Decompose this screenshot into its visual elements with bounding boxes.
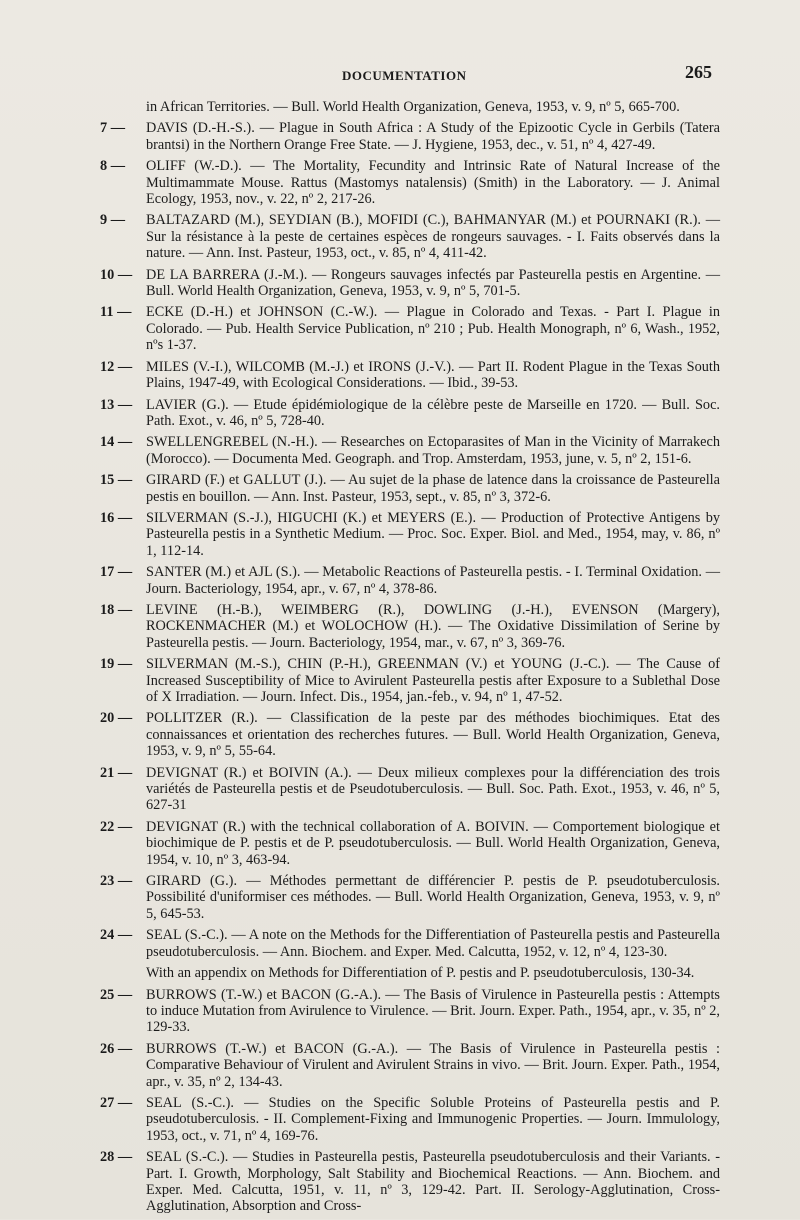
reference-text: BALTAZARD (M.), SEYDIAN (B.), MOFIDI (C.), BAHMANYAR (M.) et POURNAKI (R.). — Sur la résistance à la peste de certaines espèces de rongeurs sauvages. - I. Faits observés dans la nature. — Ann. Inst. Pasteur, 1953, oct., v. 85, nº 4, 411-42.: [146, 212, 720, 262]
reference-text: With an appendix on Methods for Differentiation of P. pestis and P. pseudotuberculosis, 130-34.: [146, 965, 695, 982]
reference-entry: [100, 656, 720, 705]
reference-number: 23 —: [100, 873, 133, 890]
reference-number: 16 —: [100, 509, 133, 526]
reference-number: 20 —: [100, 710, 133, 727]
reference-entry: [100, 965, 720, 981]
reference-entry: [100, 710, 720, 759]
reference-text: MILES (V.-I.), WILCOMB (M.-J.) et IRONS (J.-V.). — Part II. Rodent Plague in the Texas South Plains, 1947-49, with Ecological Considerations. — Ibid., 39-53.: [146, 358, 720, 392]
reference-number: 9 —: [100, 212, 126, 229]
reference-number: 13 —: [100, 396, 133, 413]
reference-text: OLIFF (W.-D.). — The Mortality, Fecundity and Intrinsic Rate of Natural Increase of the Multimammate Mouse. Rattus (Mastomys natalensis) (Smith) in the Laboratory. — J. Animal Ecology, 1953, nov., v. 22, nº 2, 217-26.: [146, 158, 720, 208]
reference-entry: [100, 212, 720, 261]
continued-reference: in African Territories. — Bull. World Health Organization, Geneva, 1953, v. 9, nº 5, 665-700.: [146, 99, 680, 115]
reference-number: 11 —: [100, 304, 132, 321]
reference-text: ECKE (D.-H.) et JOHNSON (C.-W.). — Plague in Colorado and Texas. - Part I. Plague in Colorado. — Pub. Health Service Publication, nº 210 ; Pub. Health Monograph, nº 6, Wash., 1952, nºs 1-37.: [146, 304, 720, 354]
reference-entry: [100, 397, 720, 430]
reference-entry: [100, 819, 720, 868]
reference-number: 19 —: [100, 656, 133, 673]
reference-number: 10 —: [100, 266, 133, 283]
reference-text: SEAL (S.-C.). — Studies on the Specific Soluble Proteins of Pasteurella pestis and P. pseudotuberculosis. - II. Complement-Fixing and Immunogenic Properties. — Journ. Immulology, 1953, oct., v. 71, nº 4, 169-76.: [146, 1094, 720, 1144]
reference-text: DEVIGNAT (R.) with the technical collaboration of A. BOIVIN. — Comportement biologique et biochimique de P. pestis et de P. pseudotuberculosis. — Bull. World Health Organization, Geneva, 1954, v. 10, nº 3, 463-94.: [146, 818, 720, 868]
reference-text: DE LA BARRERA (J.-M.). — Rongeurs sauvages infectés par Pasteurella pestis en Argentine. — Bull. World Health Organization, Geneva, 1953, v. 9, nº 5, 701-5.: [146, 266, 720, 300]
reference-number: 8 —: [100, 158, 126, 175]
reference-number: 15 —: [100, 472, 133, 489]
reference-entry: [100, 359, 720, 392]
reference-entry: [100, 602, 720, 651]
reference-number: 14 —: [100, 434, 133, 451]
reference-number: 7 —: [100, 120, 126, 137]
reference-text: LAVIER (G.). — Etude épidémiologique de la célèbre peste de Marseille en 1720. — Bull. Soc. Path. Exot., v. 46, nº 5, 728-40.: [146, 396, 720, 429]
reference-text: SILVERMAN (M.-S.), CHIN (P.-H.), GREENMAN (V.) et YOUNG (J.-C.). — The Cause of Increased Susceptibility of Mice to Avirulent Pasteurella pestis after Exposure to a Sublethal Dose of X Irradiation. — Journ. Infect. Dis., 1954, jan.-feb., v. 94, nº 1, 47-52.: [146, 656, 720, 705]
reference-entry: [100, 304, 720, 353]
reference-entry: [100, 765, 720, 814]
reference-entry: [100, 510, 720, 559]
reference-number: 25 —: [100, 986, 133, 1003]
reference-text: SANTER (M.) et AJL (S.). — Metabolic Reactions of Pasteurella pestis. - I. Terminal Oxidation. — Journ. Bacteriology, 1954, apr., v. 67, nº 4, 378-86.: [146, 564, 720, 597]
reference-number: 28 —: [100, 1149, 133, 1166]
running-head: DOCUMENTATION: [342, 68, 467, 83]
reference-entry: [100, 434, 720, 467]
reference-entry: [100, 987, 720, 1036]
reference-text: POLLITZER (R.). — Classification de la peste par des méthodes biochimiques. Etat des connaissances et orientation des recherches futures. — Bull. World Health Organization, Geneva, 1953, v. 9, nº 5, 55-64.: [146, 710, 720, 760]
reference-number: 22 —: [100, 818, 133, 835]
page-number: 265: [685, 62, 712, 82]
reference-entry: [100, 1095, 720, 1144]
reference-entry: [100, 472, 720, 505]
reference-text: BURROWS (T.-W.) et BACON (G.-A.). — The Basis of Virulence in Pasteurella pestis : Comparative Behaviour of Virulent and Avirulent Strains in vivo. — Brit. Journ. Exper. Path., 1954, apr., v. 35, nº 2, 134-43.: [146, 1040, 720, 1090]
reference-entry: [100, 267, 720, 300]
reference-entry: [100, 1149, 720, 1215]
reference-text: GIRARD (F.) et GALLUT (J.). — Au sujet de la phase de latence dans la croissance de Pasteurella pestis en bouillon. — Ann. Inst. Pasteur, 1953, sept., v. 85, nº 3, 372-6.: [146, 472, 720, 505]
reference-entry: [100, 120, 720, 153]
reference-number: 24 —: [100, 927, 133, 944]
page-header: [0, 62, 800, 86]
reference-entry: [100, 564, 720, 597]
reference-number: 21 —: [100, 764, 133, 781]
reference-list: [100, 99, 720, 1220]
reference-text: SILVERMAN (S.-J.), HIGUCHI (K.) et MEYERS (E.). — Production of Protective Antigens by Pasteurella pestis in a Synthetic Medium. — Proc. Soc. Exper. Biol. and Med., 1954, may, v. 86, nº 1, 112-14.: [146, 509, 720, 559]
reference-text: SEAL (S.-C.). — A note on the Methods for the Differentiation of Pasteurella pestis and Pasteurella pseudotuberculosis. — Ann. Biochem. and Exper. Med. Calcutta, 1952, v. 12, nº 4, 123-30.: [146, 927, 720, 960]
reference-entry: [100, 927, 720, 960]
reference-text: LEVINE (H.-B.), WEIMBERG (R.), DOWLING (J.-H.), EVENSON (Margery), ROCKENMACHER (M.) et WOLOCHOW (H.). — The Oxidative Dissimilation of Serine by Pasteurella pestis. — Journ. Bacteriology, 1954, mar., v. 67, nº 3, 369-76.: [146, 601, 720, 651]
reference-number: 18 —: [100, 601, 133, 618]
reference-number: 12 —: [100, 358, 133, 375]
reference-entry: [100, 873, 720, 922]
reference-entry: [100, 1041, 720, 1090]
reference-entries: [100, 120, 720, 1214]
reference-text: DAVIS (D.-H.-S.). — Plague in South Africa : A Study of the Epizootic Cycle in Gerbils (Tatera brantsi) in the Northern Orange Free State. — J. Hygiene, 1953, dec., v. 51, nº 4, 427-49.: [146, 120, 720, 153]
reference-text: BURROWS (T.-W.) et BACON (G.-A.). — The Basis of Virulence in Pasteurella pestis : Attempts to induce Mutation from Avirulence to Virulence. — Brit. Journ. Exper. Path., 1954, apr., v. 35, nº 2, 129-33.: [146, 986, 720, 1036]
reference-text: SWELLENGREBEL (N.-H.). — Researches on Ectoparasites of Man in the Vicinity of Marrakech (Morocco). — Documenta Med. Geograph. and Trop. Amsterdam, 1953, june, v. 5, nº 2, 151-6.: [146, 434, 720, 467]
reference-text: GIRARD (G.). — Méthodes permettant de différencier P. pestis de P. pseudotuberculosis. Possibilité d'uniformiser ces méthodes. — Bull. World Health Organization, Geneva, 1953, v. 9, nº 5, 645-53.: [146, 873, 720, 922]
reference-text: SEAL (S.-C.). — Studies in Pasteurella pestis, Pasteurella pseudotuberculosis and their Variants. - Part. I. Growth, Morphology, Salt Stability and Biochemical Reactions. — Ann. Biochem. and Exper. Med. Calcutta, 1951, v. 11, nº 3, 129-42. Part. II. Serology-Agglutination, Cross-Agglutination, Absorption and Cross-: [146, 1149, 720, 1215]
reference-number: 27 —: [100, 1094, 133, 1111]
reference-text: DEVIGNAT (R.) et BOIVIN (A.). — Deux milieux complexes pour la différenciation des trois variétés de Pasteurella pestis et de Pseudotuberculosis. — Bull. Soc. Path. Exot., 1953, v. 46, nº 5, 627-31: [146, 764, 720, 814]
reference-number: 26 —: [100, 1040, 133, 1057]
reference-entry: [100, 158, 720, 207]
reference-number: 17 —: [100, 564, 133, 581]
